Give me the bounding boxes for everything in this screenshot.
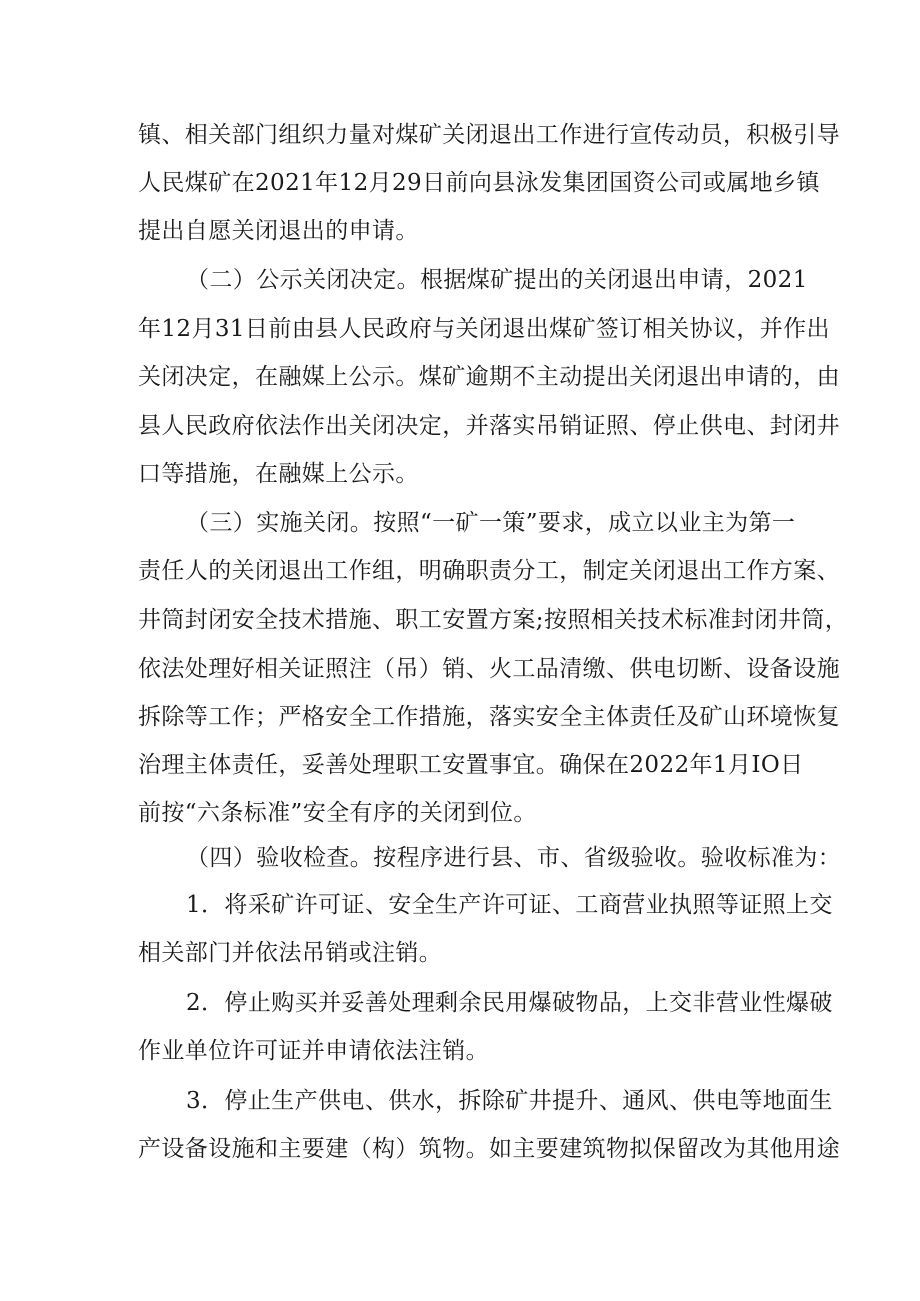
- paragraph-line: 前按“六条标准”安全有序的关闭到位。: [138, 800, 537, 826]
- list-item-line: 3．停止生产供电、供水，拆除矿井提升、通风、供电等地面生: [186, 1088, 833, 1114]
- paragraph-line: 依法处理好相关证照注（吊）销、火工品清缴、供电切断、设备设施: [138, 656, 840, 682]
- section-heading-line: （二）公示关闭决定。根据煤矿提出的关闭退出申请，2021: [186, 267, 808, 293]
- list-item-line: 2．停止购买并妥善处理剩余民用爆破物品，上交非营业性爆破: [186, 990, 833, 1016]
- paragraph-line: 镇、相关部门组织力量对煤矿关闭退出工作进行宣传动员，积极引导: [138, 122, 840, 148]
- paragraph-line: 相关部门并依法吊销或注销。: [138, 940, 443, 966]
- paragraph-line: 责任人的关闭退出工作组，明确职责分工，制定关闭退出工作方案、: [138, 558, 840, 584]
- paragraph-line: 治理主体责任，妥善处理职工安置事宜。确保在2022年1月IO日: [138, 752, 804, 778]
- paragraph-line: 拆除等工作；严格安全工作措施，落实安全主体责任及矿山环境恢复: [138, 704, 840, 730]
- paragraph-line: 作业单位许可证并申请依法注销。: [138, 1038, 489, 1064]
- paragraph-line: 提出自愿关闭退出的申请。: [138, 218, 419, 244]
- paragraph-line: 口等措施，在融媒上公示。: [138, 461, 419, 487]
- section-heading-line: （三）实施关闭。按照“一矿一策”要求，成立以业主为第一: [186, 510, 796, 536]
- list-item-line: 1．将采矿许可证、安全生产许可证、工商营业执照等证照上交: [186, 892, 833, 918]
- section-heading-line: （四）验收检查。按程序进行县、市、省级验收。验收标准为：: [186, 845, 842, 871]
- paragraph-line: 年12月31日前由县人民政府与关闭退出煤矿签订相关协议，并作出: [138, 316, 830, 342]
- paragraph-line: 县人民政府依法作出关闭决定，并落实吊销证照、停止供电、封闭井: [138, 413, 840, 439]
- paragraph-line: 关闭决定，在融媒上公示。煤矿逾期不主动提出关闭退出申请的，由: [138, 364, 840, 390]
- paragraph-line: 产设备设施和主要建（构）筑物。如主要建筑物拟保留改为其他用途: [138, 1136, 840, 1162]
- paragraph-line: 井筒封闭安全技术措施、职工安置方案;按照相关技术标准封闭井筒，: [138, 607, 849, 633]
- paragraph-line: 人民煤矿在2021年12月29日前向县泳发集团国资公司或属地乡镇: [138, 170, 820, 196]
